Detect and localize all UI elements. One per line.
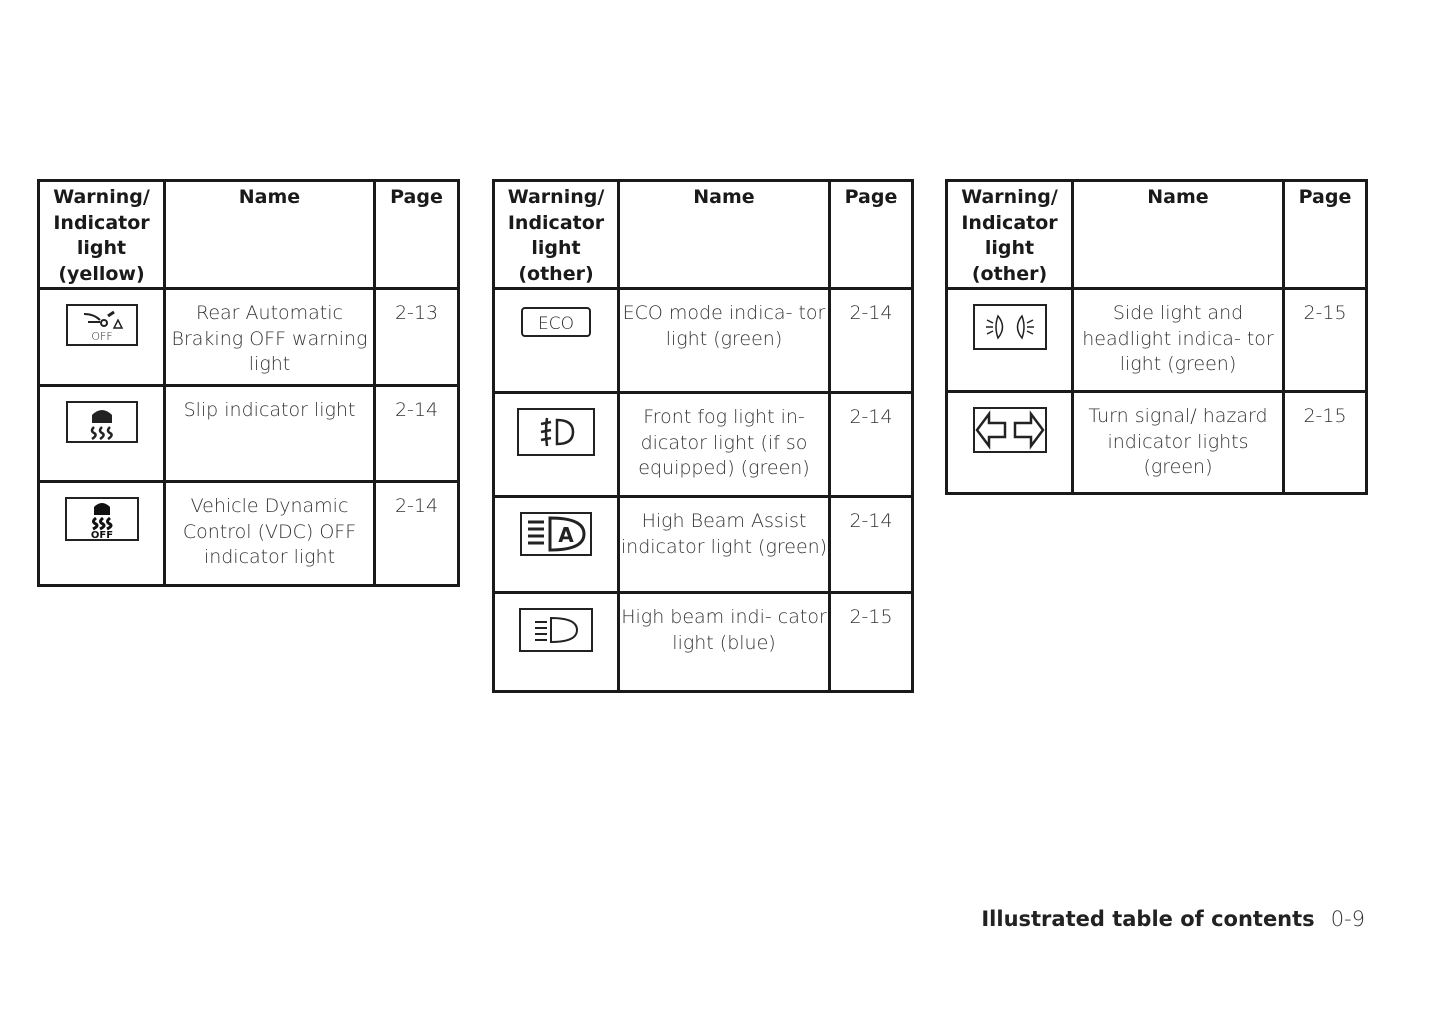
header-name: Name bbox=[1073, 181, 1284, 289]
row-name: Side light and headlight indica- tor light (green) bbox=[1073, 289, 1284, 392]
row-page[interactable]: 2-15 bbox=[830, 593, 913, 692]
row-name: Vehicle Dynamic Control (VDC) OFF indicator light bbox=[165, 482, 375, 586]
row-name: Turn signal/ hazard indicator lights (green) bbox=[1073, 392, 1284, 494]
indicator-table-yellow bbox=[37, 179, 460, 587]
side-light-headlight-icon bbox=[973, 304, 1047, 350]
front-fog-light-icon bbox=[517, 408, 595, 456]
turn-signal-hazard-icon bbox=[973, 407, 1047, 453]
row-name: Front fog light in- dicator light (if so equipped) (green) bbox=[619, 393, 830, 497]
table-row bbox=[39, 482, 459, 586]
vdc-off-icon bbox=[65, 497, 139, 541]
table-row bbox=[494, 393, 913, 497]
header-name: Name bbox=[165, 181, 375, 289]
high-beam-assist-icon bbox=[520, 512, 592, 556]
row-page[interactable]: 2-14 bbox=[830, 497, 913, 593]
row-page[interactable]: 2-14 bbox=[830, 289, 913, 393]
row-page[interactable]: 2-14 bbox=[375, 482, 459, 586]
header-name: Name bbox=[619, 181, 830, 289]
indicator-table-other-2 bbox=[945, 179, 1368, 495]
table-row bbox=[39, 386, 459, 482]
high-beam-icon bbox=[519, 608, 593, 652]
table-row bbox=[494, 593, 913, 692]
table-row bbox=[947, 289, 1367, 392]
row-name: Rear Automatic Braking OFF warning light bbox=[165, 289, 375, 386]
row-page[interactable]: 2-13 bbox=[375, 289, 459, 386]
svg-text:OFF: OFF bbox=[90, 530, 113, 541]
header-page: Page bbox=[1284, 181, 1367, 289]
svg-text:ECO: ECO bbox=[538, 314, 574, 334]
table-row bbox=[39, 289, 459, 386]
table-row bbox=[947, 392, 1367, 494]
rear-automatic-braking-off-icon bbox=[66, 304, 138, 346]
header-icon: Warning/ Indicator light (other) bbox=[947, 181, 1073, 289]
row-page[interactable]: 2-15 bbox=[1284, 289, 1367, 392]
header-page: Page bbox=[375, 181, 459, 289]
page-number: 0-9 bbox=[1330, 907, 1365, 931]
row-page[interactable]: 2-14 bbox=[375, 386, 459, 482]
svg-text:A: A bbox=[558, 523, 574, 547]
row-page[interactable]: 2-14 bbox=[830, 393, 913, 497]
header-page: Page bbox=[830, 181, 913, 289]
eco-mode-icon bbox=[520, 304, 592, 340]
indicator-table-other-1 bbox=[492, 179, 914, 693]
row-page[interactable]: 2-15 bbox=[1284, 392, 1367, 494]
row-name: Slip indicator light bbox=[165, 386, 375, 482]
header-icon: Warning/ Indicator light (yellow) bbox=[39, 181, 165, 289]
slip-indicator-icon bbox=[66, 401, 138, 443]
table-row bbox=[494, 497, 913, 593]
svg-text:OFF: OFF bbox=[90, 330, 113, 343]
section-title: Illustrated table of contents bbox=[981, 907, 1315, 931]
row-name: ECO mode indica- tor light (green) bbox=[619, 289, 830, 393]
row-name: High beam indi- cator light (blue) bbox=[619, 593, 830, 692]
row-name: High Beam Assist indicator light (green) bbox=[619, 497, 830, 593]
table-row bbox=[494, 289, 913, 393]
header-icon: Warning/ Indicator light (other) bbox=[494, 181, 619, 289]
page-footer bbox=[981, 907, 1365, 931]
